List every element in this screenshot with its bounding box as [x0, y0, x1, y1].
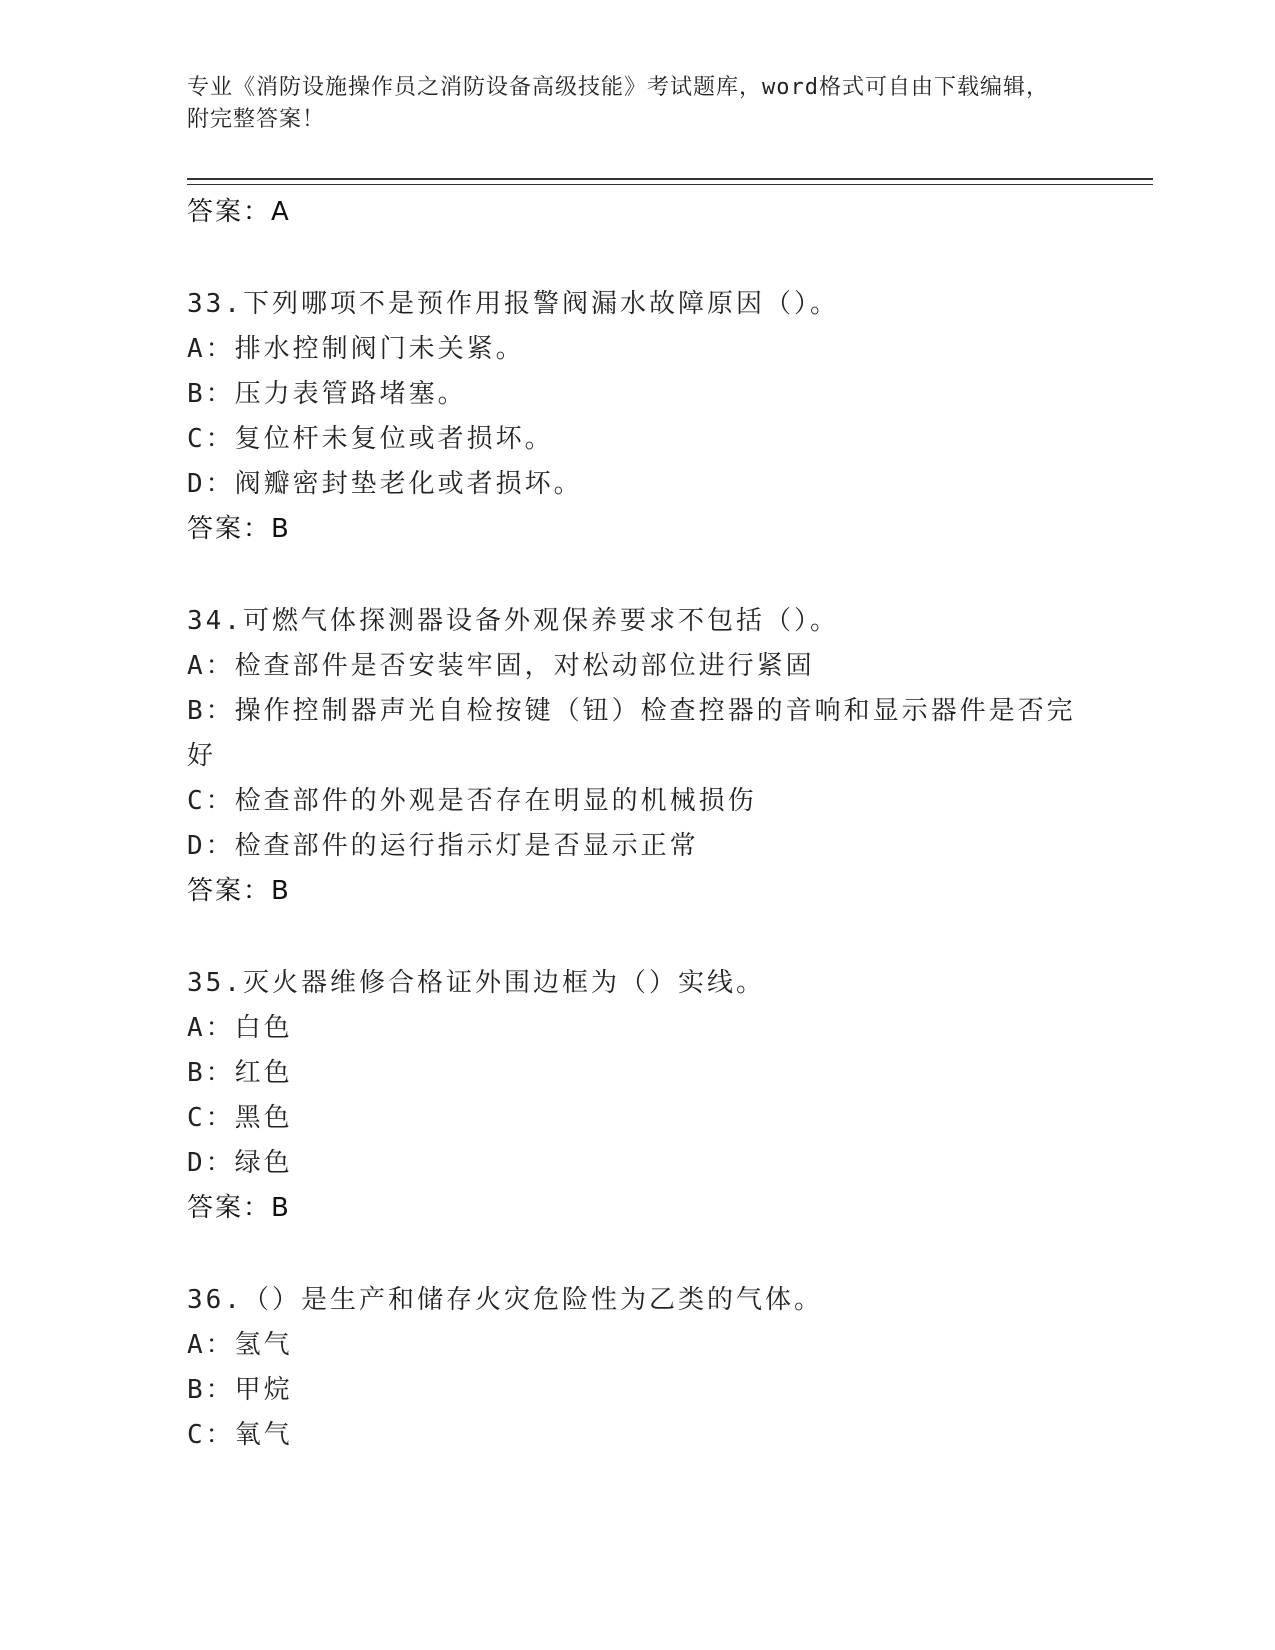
option-b: B： 红色 — [187, 1058, 293, 1088]
option-c: C： 复位杆未复位或者损坏。 — [187, 424, 554, 454]
question-list — [187, 190, 1087, 1458]
option-a: A： 白色 — [187, 1013, 293, 1043]
option-b: B： 甲烷 — [187, 1375, 293, 1405]
header-divider-thick — [187, 178, 1153, 180]
option-b: B：操作控制器声光自检按键（钮）检查控器的音响和显示器件是否完好 — [187, 696, 1076, 771]
option-d: D： 检查部件的运行指示灯是否显示正常 — [187, 831, 699, 861]
answer-line: 答案：B — [187, 514, 291, 544]
option-c: C： 检查部件的外观是否存在明显的机械损伤 — [187, 786, 757, 816]
question-text: 35.灭火器维修合格证外围边框为（）实线。 — [187, 968, 765, 998]
answer-line: 答案：B — [187, 876, 291, 906]
question-text: 36.（）是生产和储存火灾危险性为乙类的气体。 — [187, 1285, 823, 1315]
option-c: C： 黑色 — [187, 1103, 293, 1133]
option-b: B： 压力表管路堵塞。 — [187, 379, 467, 409]
answer-line: 答案：B — [187, 1193, 291, 1223]
option-a: A： 检查部件是否安装牢固，对松动部位进行紧固 — [187, 651, 815, 681]
document-header: 专业《消防设施操作员之消防设备高级技能》考试题库，word格式可自由下载编辑，附完整答案！ — [187, 75, 1049, 132]
answer-line: 答案：A — [187, 197, 291, 227]
option-d: D： 绿色 — [187, 1148, 293, 1178]
option-a: A： 排水控制阀门未关紧。 — [187, 334, 525, 364]
option-c: C： 氧气 — [187, 1420, 293, 1450]
header-divider-thin — [187, 184, 1153, 185]
option-a: A： 氢气 — [187, 1330, 293, 1360]
question-text: 34.可燃气体探测器设备外观保养要求不包括（）。 — [187, 606, 839, 636]
option-d: D： 阀瓣密封垫老化或者损坏。 — [187, 469, 583, 499]
question-text: 33.下列哪项不是预作用报警阀漏水故障原因（）。 — [187, 289, 839, 319]
